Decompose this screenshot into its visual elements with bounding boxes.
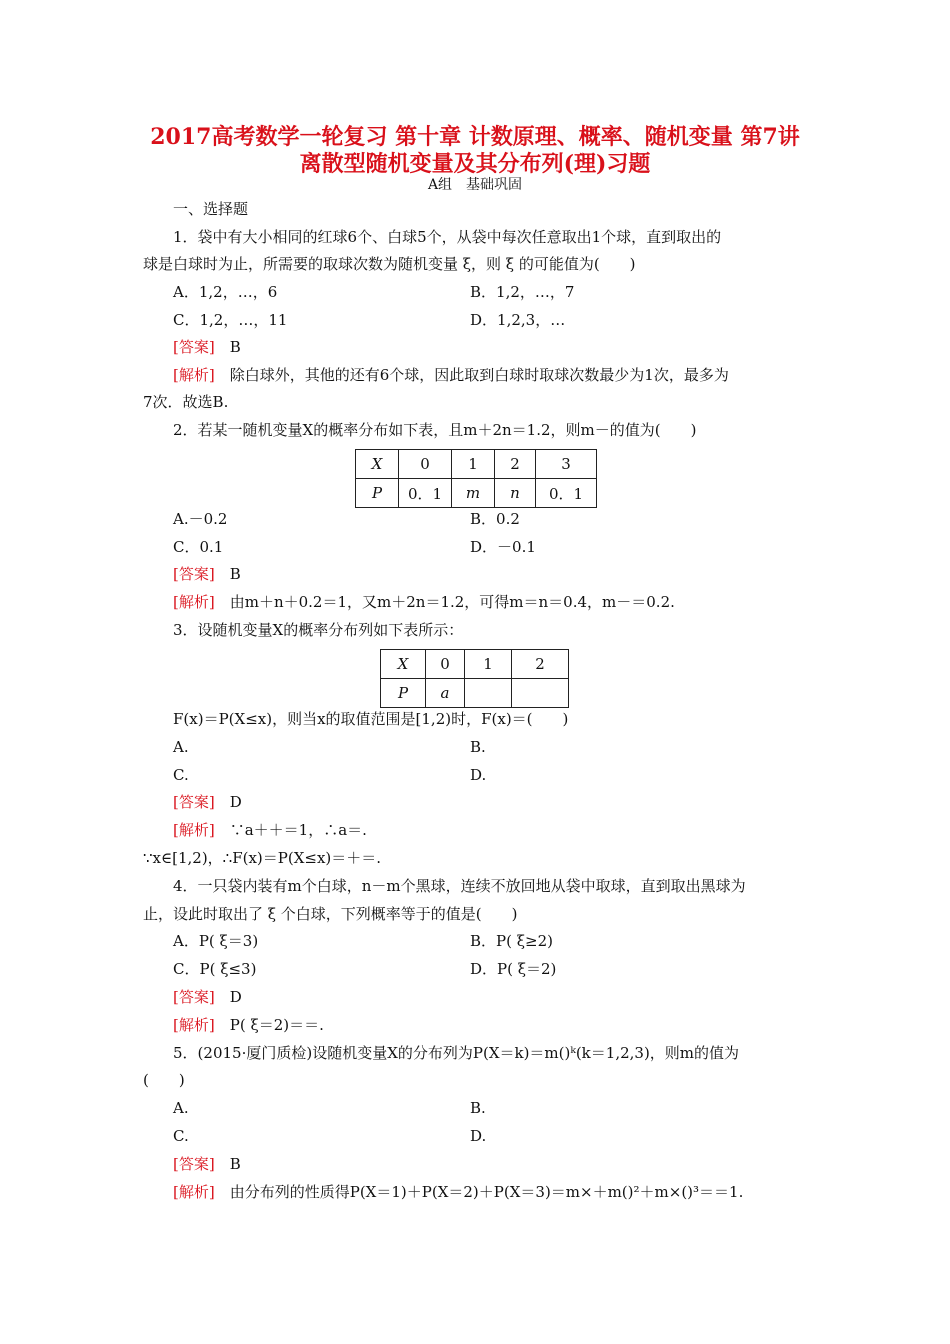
analysis-text: ∵a＋＋＝1，∴a＝. bbox=[229, 821, 367, 839]
q2-stem: 2．若某一随机变量X的概率分布如下表，且m＋2n＝1.2，则m－的值为( ) bbox=[173, 421, 697, 439]
analysis-tag: [解析] bbox=[173, 1183, 215, 1201]
table-cell: 2 bbox=[512, 650, 569, 679]
answer-value: B bbox=[229, 1155, 241, 1173]
q4-stem-2: 止，设此时取出了 ξ 个白球，下列概率等于的值是( ) bbox=[143, 905, 518, 923]
q4-answer bbox=[173, 987, 242, 1007]
q5-analysis bbox=[173, 1182, 743, 1202]
table-cell: 3 bbox=[536, 450, 597, 479]
answer-tag: [答案] bbox=[173, 565, 215, 583]
q5-option-d: D. bbox=[470, 1127, 487, 1145]
q3-option-b: B. bbox=[470, 738, 486, 756]
section-heading: 一、选择题 bbox=[173, 200, 249, 218]
table-cell: 2 bbox=[495, 450, 536, 479]
table-cell: 0．1 bbox=[399, 479, 452, 508]
q2-analysis bbox=[173, 592, 675, 612]
analysis-tag: [解析] bbox=[173, 1016, 215, 1034]
table-cell: 0 bbox=[399, 450, 452, 479]
q3-stem: 3．设随机变量X的概率分布列如下表所示： bbox=[173, 621, 464, 639]
table-cell: 0．1 bbox=[536, 479, 597, 508]
analysis-tag: [解析] bbox=[173, 366, 215, 384]
title-line-2: 离散型随机变量及其分布列(理)习题 bbox=[299, 151, 651, 177]
table-cell: 1 bbox=[452, 450, 495, 479]
q2-option-c: C．0.1 bbox=[173, 538, 224, 556]
group-heading: A组 基础巩固 bbox=[427, 177, 523, 193]
table-cell: n bbox=[495, 479, 536, 508]
q2-option-b: B．0.2 bbox=[470, 510, 520, 528]
q3-cdf-line: F(x)＝P(X≤x)，则当x的取值范围是[1,2)时，F(x)＝( ) bbox=[173, 710, 569, 728]
table-cell: a bbox=[426, 679, 465, 708]
q1-stem-2: 球是白球时为止，所需要的取球次数为随机变量 ξ，则 ξ 的可能值为( ) bbox=[143, 255, 636, 273]
table-row bbox=[356, 450, 597, 479]
analysis-text: 由分布列的性质得P(X＝1)＋P(X＝2)＋P(X＝3)＝m×＋m()²＋m×()³＝＝1. bbox=[229, 1183, 744, 1201]
q1-option-a: A．1,2，…，6 bbox=[173, 283, 278, 301]
q4-stem-1: 4．一只袋内装有m个白球，n－m个黑球，连续不放回地从袋中取球，直到取出黑球为 bbox=[173, 877, 746, 895]
table-cell: m bbox=[452, 479, 495, 508]
q3-analysis-2: ∵x∈[1,2)，∴F(x)＝P(X≤x)＝＋＝. bbox=[143, 849, 382, 867]
q4-analysis bbox=[173, 1015, 324, 1035]
q5-option-b: B. bbox=[470, 1099, 486, 1117]
table-cell: P bbox=[381, 679, 426, 708]
answer-value: B bbox=[229, 338, 241, 356]
answer-tag: [答案] bbox=[173, 338, 215, 356]
q4-option-c: C．P( ξ≤3) bbox=[173, 960, 257, 978]
q3-option-d: D. bbox=[470, 766, 487, 784]
table-cell: 1 bbox=[465, 650, 512, 679]
q4-option-b: B．P( ξ≥2) bbox=[470, 932, 553, 950]
q1-option-d: D．1,2,3，… bbox=[470, 311, 566, 329]
table-cell bbox=[512, 679, 569, 708]
q2-distribution-table bbox=[355, 449, 597, 508]
table-cell: P bbox=[356, 479, 399, 508]
q3-answer bbox=[173, 792, 242, 812]
q2-option-a: A.－0.2 bbox=[173, 510, 228, 528]
q1-answer bbox=[173, 337, 241, 357]
analysis-tag: [解析] bbox=[173, 821, 215, 839]
table-cell: 0 bbox=[426, 650, 465, 679]
q5-option-c: C. bbox=[173, 1127, 189, 1145]
q5-option-a: A. bbox=[173, 1099, 189, 1117]
table-cell: X bbox=[356, 450, 399, 479]
q1-stem-1: 1．袋中有大小相同的红球6个、白球5个，从袋中每次任意取出1个球，直到取出的 bbox=[173, 228, 722, 246]
answer-value: B bbox=[229, 565, 241, 583]
q5-answer bbox=[173, 1154, 241, 1174]
q1-option-c: C．1,2，…，11 bbox=[173, 311, 288, 329]
q3-distribution-table bbox=[380, 649, 569, 708]
analysis-text: 由m＋n＋0.2＝1，又m＋2n＝1.2，可得m＝n＝0.4，m－＝0.2. bbox=[229, 593, 675, 611]
table-row bbox=[356, 479, 597, 508]
answer-value: D bbox=[229, 793, 242, 811]
q1-analysis-2: 7次．故选B. bbox=[143, 393, 229, 411]
table-row bbox=[381, 679, 569, 708]
q1-analysis-1 bbox=[173, 365, 729, 385]
q1-option-b: B．1,2，…，7 bbox=[470, 283, 575, 301]
table-row bbox=[381, 650, 569, 679]
analysis-text: P( ξ＝2)＝＝. bbox=[229, 1016, 324, 1034]
analysis-text: 除白球外，其他的还有6个球，因此取到白球时取球次数最少为1次，最多为 bbox=[229, 366, 729, 384]
answer-tag: [答案] bbox=[173, 1155, 215, 1173]
answer-tag: [答案] bbox=[173, 988, 215, 1006]
analysis-tag: [解析] bbox=[173, 593, 215, 611]
answer-tag: [答案] bbox=[173, 793, 215, 811]
q5-stem-2: ( ) bbox=[143, 1071, 185, 1089]
q4-option-d: D．P( ξ＝2) bbox=[470, 960, 557, 978]
table-cell: X bbox=[381, 650, 426, 679]
answer-value: D bbox=[229, 988, 242, 1006]
q3-option-a: A. bbox=[173, 738, 189, 756]
q4-option-a: A．P( ξ＝3) bbox=[173, 932, 259, 950]
q2-option-d: D．－0.1 bbox=[470, 538, 536, 556]
q3-analysis-1 bbox=[173, 820, 367, 840]
q2-answer bbox=[173, 564, 241, 584]
table-cell bbox=[465, 679, 512, 708]
title-line-1: 2017高考数学一轮复习 第十章 计数原理、概率、随机变量 第7讲 bbox=[150, 124, 800, 150]
q3-option-c: C. bbox=[173, 766, 189, 784]
q5-stem-1: 5．(2015·厦门质检)设随机变量X的分布列为P(X＝k)＝m()ᵏ(k＝1,2,3)，则m的值为 bbox=[173, 1044, 740, 1062]
